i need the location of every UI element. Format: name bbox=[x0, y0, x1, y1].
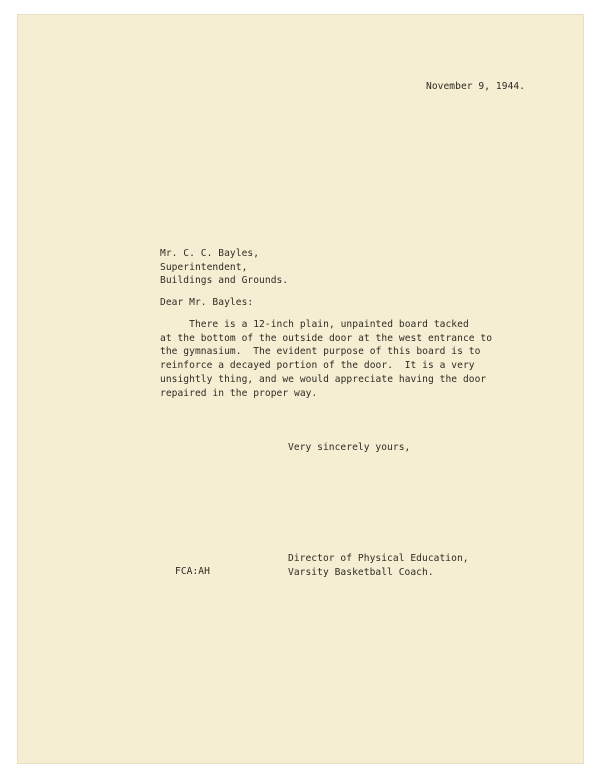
letter-page bbox=[17, 14, 584, 764]
letter-body bbox=[160, 318, 492, 400]
body-line: unsightly thing, and we would appreciate having the door bbox=[160, 373, 487, 385]
body-line: reinforce a decayed portion of the door. It is a very bbox=[160, 360, 475, 372]
body-line: repaired in the proper way. bbox=[160, 387, 318, 399]
signature-block bbox=[288, 552, 469, 579]
signer-title: Varsity Basketball Coach. bbox=[288, 566, 434, 578]
salutation: Dear Mr. Bayles: bbox=[160, 297, 254, 308]
reference-initials: FCA:AH bbox=[175, 566, 210, 577]
recipient-address bbox=[160, 247, 288, 288]
letter-date: November 9, 1944. bbox=[426, 81, 526, 92]
body-line: the gymnasium. The evident purpose of this board is to bbox=[160, 346, 481, 358]
recipient-department: Buildings and Grounds. bbox=[160, 275, 289, 287]
body-line: at the bottom of the outside door at the west entrance to bbox=[160, 332, 493, 344]
complimentary-close: Very sincerely yours, bbox=[288, 442, 411, 453]
body-line: There is a 12-inch plain, unpainted board tacked bbox=[160, 319, 469, 330]
signer-title: Director of Physical Education, bbox=[288, 553, 469, 564]
recipient-name: Mr. C. C. Bayles, bbox=[160, 248, 260, 259]
recipient-title: Superintendent, bbox=[160, 261, 248, 273]
